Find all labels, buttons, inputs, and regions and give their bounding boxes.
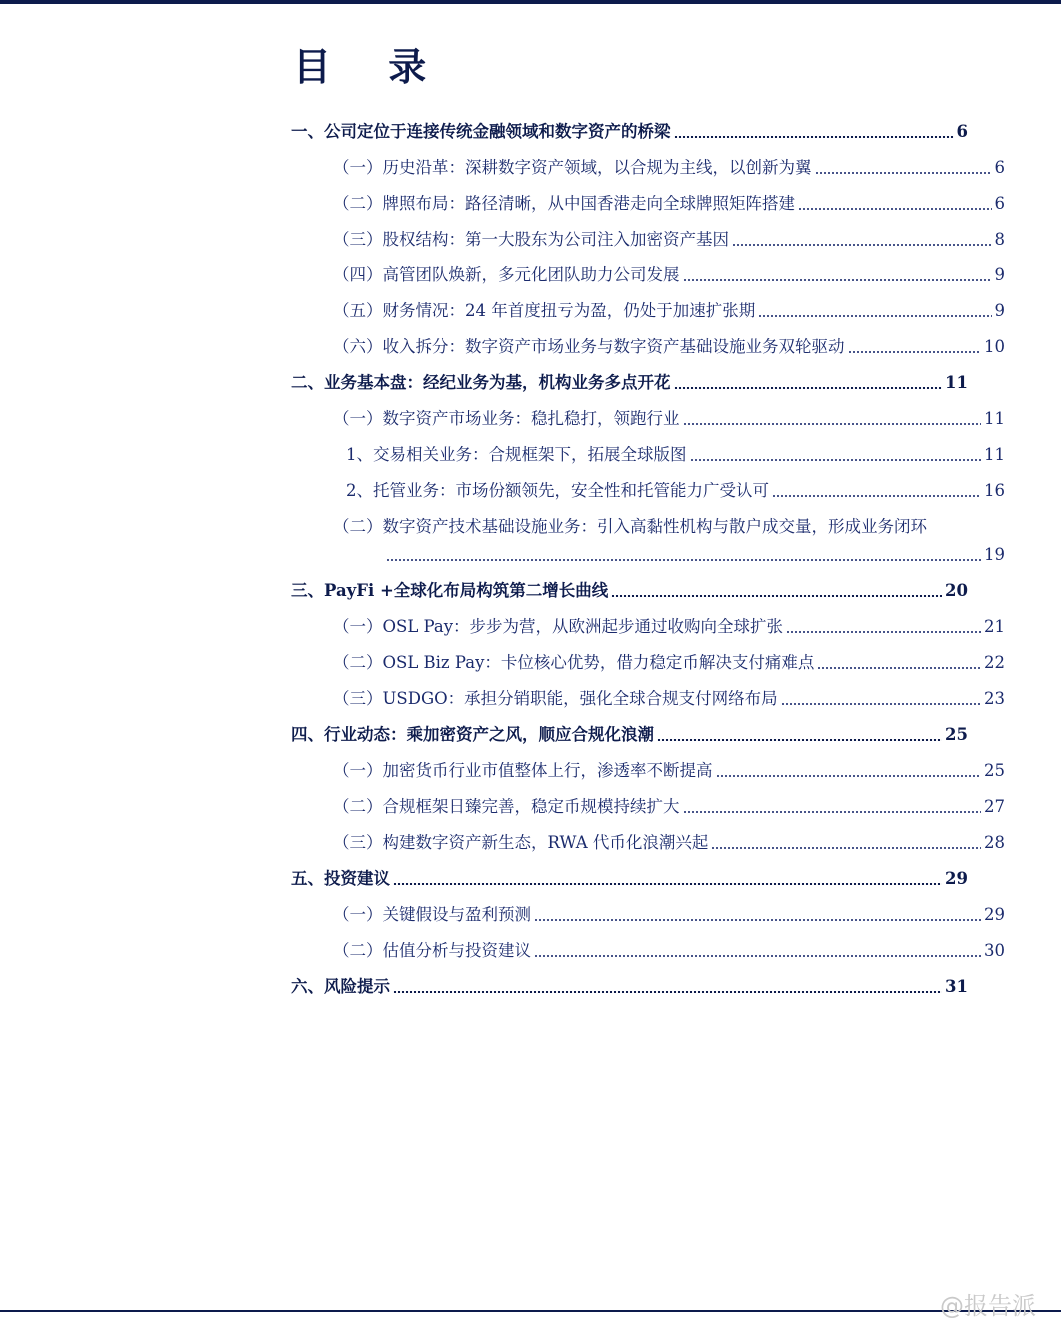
- toc-entry[interactable]: [346, 443, 1005, 467]
- toc-entry-page: 10: [984, 337, 1005, 356]
- toc-entry-label: （三）股权结构：第一大股东为公司注入加密资产基因: [333, 230, 729, 249]
- toc-entry[interactable]: [333, 903, 1005, 927]
- toc-entry-label: （一）加密货币行业市值整体上行，渗透率不断提高: [333, 761, 713, 780]
- toc-entry[interactable]: [291, 371, 968, 395]
- page-title: 目 录: [293, 45, 449, 89]
- toc-entry[interactable]: [333, 939, 1005, 963]
- toc-entry-label: 四、行业动态：乘加密资产之风，顺应合规化浪潮: [291, 725, 654, 744]
- toc-entry-page: 11: [984, 445, 1005, 464]
- toc-entry-page: 6: [994, 194, 1005, 213]
- toc-entry-page: 16: [984, 481, 1005, 500]
- toc-entry-label: （五）财务情况：24 年首度扭亏为盈，仍处于加速扩张期: [333, 301, 756, 320]
- toc-entry-page: 25: [984, 761, 1005, 780]
- toc-entry-page: 21: [984, 617, 1005, 636]
- toc-entry[interactable]: [333, 263, 1005, 287]
- toc-entry-label: （一）数字资产市场业务：稳扎稳打，领跑行业: [333, 409, 680, 428]
- toc-entry-page: 22: [984, 653, 1005, 672]
- toc-entry[interactable]: [333, 795, 1005, 819]
- dot-leader: [534, 955, 981, 957]
- toc-entry-page: 31: [945, 977, 968, 996]
- dot-leader: [611, 595, 942, 597]
- toc-entry[interactable]: [333, 759, 1005, 783]
- toc-entry-label: （一）关键假设与盈利预测: [333, 905, 531, 924]
- dot-leader: [683, 423, 982, 425]
- toc-entry-page: 25: [945, 725, 968, 744]
- toc-entry-label: 三、PayFi +全球化布局构筑第二增长曲线: [291, 581, 609, 600]
- toc-entry-page: 9: [994, 301, 1005, 320]
- watermark-text: @报告派: [940, 1292, 1036, 1320]
- toc-entry[interactable]: [291, 120, 968, 144]
- dot-leader: [690, 459, 982, 461]
- toc-entry-label: （一）历史沿革：深耕数字资产领域，以合规为主线，以创新为翼: [333, 158, 812, 177]
- dot-leader: [674, 387, 943, 389]
- toc-entry-label: 2、托管业务：市场份额领先，安全性和托管能力广受认可: [346, 481, 769, 500]
- dot-leader: [798, 208, 992, 210]
- bottom-rule: [0, 1310, 1061, 1312]
- toc-entry-continuation[interactable]: [386, 543, 1005, 567]
- toc-entry-page: 8: [994, 230, 1005, 249]
- toc-entry-page: 6: [956, 122, 968, 141]
- dot-leader: [683, 811, 982, 813]
- toc-entry-label: （二）牌照布局：路径清晰，从中国香港走向全球牌照矩阵搭建: [333, 194, 795, 213]
- toc-entry-page: 29: [984, 905, 1005, 924]
- toc-entry-page: 11: [984, 409, 1005, 428]
- toc-entry-label: 五、投资建议: [291, 869, 390, 888]
- toc-entry[interactable]: [333, 831, 1005, 855]
- toc-entry-label: 二、业务基本盘：经纪业务为基，机构业务多点开花: [291, 373, 671, 392]
- toc-entry-page: 20: [945, 581, 968, 600]
- dot-leader: [781, 703, 981, 705]
- dot-leader: [817, 667, 981, 669]
- toc-entry-page: 11: [945, 373, 968, 392]
- toc-entry[interactable]: [346, 479, 1005, 503]
- toc-entry[interactable]: [333, 515, 1005, 539]
- dot-leader: [711, 847, 981, 849]
- toc-entry-page: 9: [994, 265, 1005, 284]
- toc-entry[interactable]: [333, 299, 1005, 323]
- dot-leader: [815, 172, 992, 174]
- toc-entry[interactable]: [333, 335, 1005, 359]
- toc-entry-label: 1、交易相关业务：合规框架下，拓展全球版图: [346, 445, 687, 464]
- toc-entry[interactable]: [291, 579, 968, 603]
- toc-entry[interactable]: [333, 651, 1005, 675]
- toc-entry-page: 6: [994, 158, 1005, 177]
- toc-entry[interactable]: [333, 156, 1005, 180]
- dot-leader: [393, 883, 942, 885]
- dot-leader: [786, 631, 981, 633]
- dot-leader: [674, 136, 954, 138]
- toc-entry-page: 30: [984, 941, 1005, 960]
- dot-leader: [683, 279, 992, 281]
- toc-entry[interactable]: [291, 723, 968, 747]
- toc-entry-label: （二）OSL Biz Pay：卡位核心优势，借力稳定币解决支付痛难点: [333, 653, 815, 672]
- toc-entry-label: （二）估值分析与投资建议: [333, 941, 531, 960]
- toc-entry[interactable]: [333, 407, 1005, 431]
- dot-leader: [772, 495, 981, 497]
- dot-leader: [386, 559, 981, 561]
- toc-entry-label: 一、公司定位于连接传统金融领域和数字资产的桥梁: [291, 122, 671, 141]
- toc-entry-label: （二）合规框架日臻完善，稳定币规模持续扩大: [333, 797, 680, 816]
- toc-entry-page: 23: [984, 689, 1005, 708]
- dot-leader: [848, 351, 982, 353]
- toc-entry-label: （四）高管团队焕新，多元化团队助力公司发展: [333, 265, 680, 284]
- dot-leader: [534, 919, 981, 921]
- dot-leader: [716, 775, 982, 777]
- toc-entry-label: 六、风险提示: [291, 977, 390, 996]
- dot-leader: [393, 991, 942, 993]
- toc-entry[interactable]: [333, 192, 1005, 216]
- toc-entry[interactable]: [333, 615, 1005, 639]
- toc-entry-page: 28: [984, 833, 1005, 852]
- toc-entry-label: （二）数字资产技术基础设施业务：引入高黏性机构与散户成交量，形成业务闭环: [333, 517, 927, 536]
- toc-entry-label: （一）OSL Pay：步步为营，从欧洲起步通过收购向全球扩张: [333, 617, 784, 636]
- toc-entry[interactable]: [291, 975, 968, 999]
- toc-entry-page: 19: [984, 545, 1005, 564]
- toc-entry[interactable]: [333, 228, 1005, 252]
- dot-leader: [732, 244, 992, 246]
- toc-entry-label: （三）构建数字资产新生态，RWA 代币化浪潮兴起: [333, 833, 709, 852]
- toc-entry-page: 27: [984, 797, 1005, 816]
- toc-entry-label: （三）USDGO：承担分销职能，强化全球合规支付网络布局: [333, 689, 778, 708]
- dot-leader: [657, 739, 942, 741]
- toc-entry[interactable]: [333, 687, 1005, 711]
- toc-entry[interactable]: [291, 867, 968, 891]
- toc-entry-page: 29: [945, 869, 968, 888]
- toc-entry-label: （六）收入拆分：数字资产市场业务与数字资产基础设施业务双轮驱动: [333, 337, 845, 356]
- dot-leader: [758, 315, 991, 317]
